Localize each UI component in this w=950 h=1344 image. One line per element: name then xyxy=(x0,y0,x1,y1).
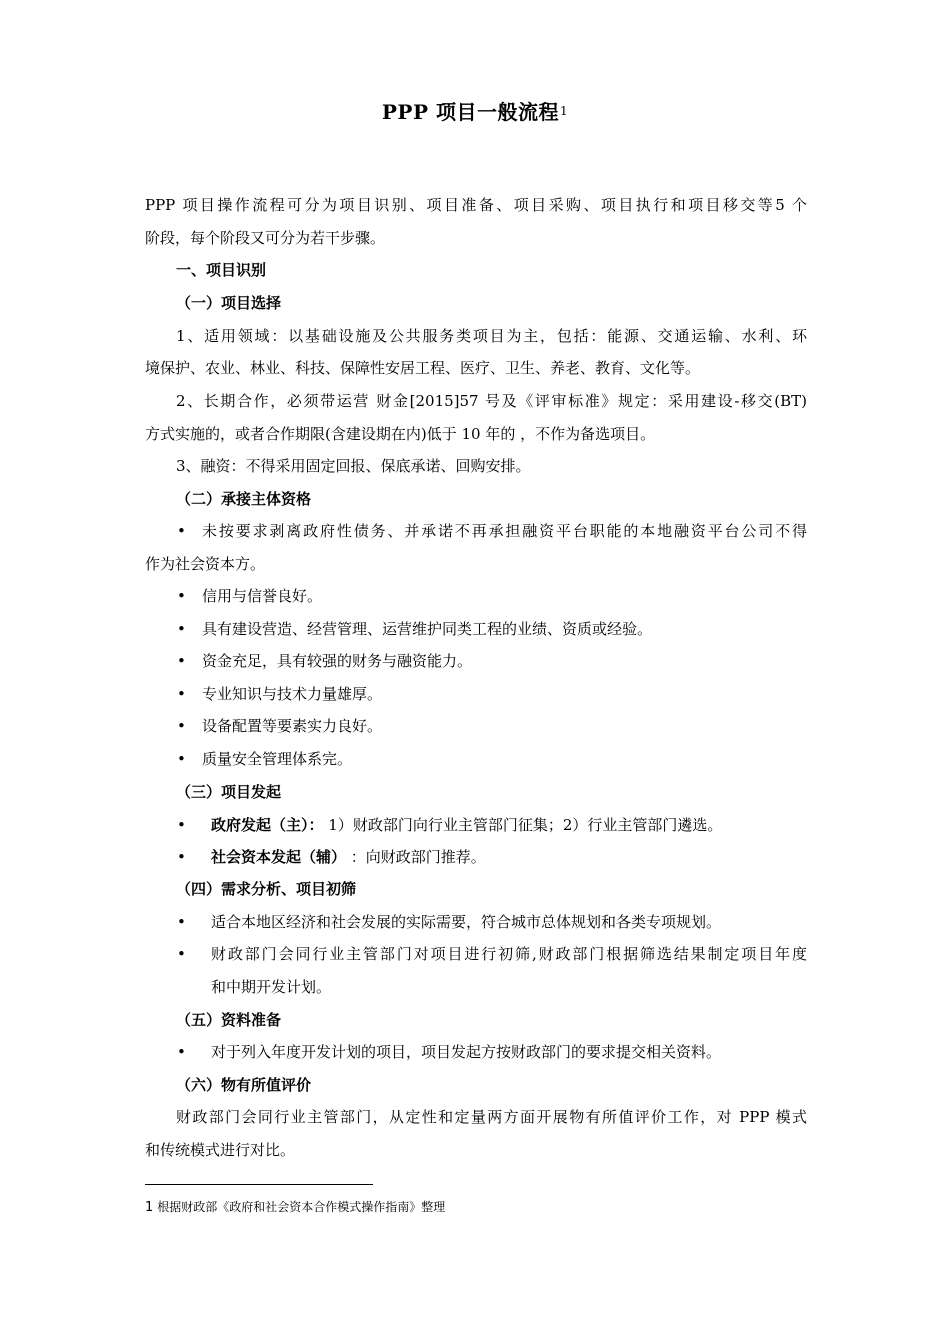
initiation-government-text: 1）财政部门向行业主管部门征集；2）行业主管部门遴选。 xyxy=(323,816,723,834)
bullet-icon: • xyxy=(177,913,186,931)
selection-item-1-line-2: 境保护、农业、林业、科技、保障性安居工程、医疗、卫生、养老、教育、文化等。 xyxy=(145,359,701,377)
qualification-item: 资金充足，具有较强的财务与融资能力。 xyxy=(202,652,473,670)
initiation-social-capital-text: ：向财政部门推荐。 xyxy=(346,848,486,866)
initiation-social-capital xyxy=(211,847,486,867)
subheading-qualifications: （二）承接主体资格 xyxy=(176,490,312,508)
subheading-materials: （五）资料准备 xyxy=(176,1011,282,1029)
title-text: PPP 项目一般流程 xyxy=(381,100,559,124)
bullet-icon: • xyxy=(177,945,186,963)
bullet-icon: • xyxy=(177,750,186,768)
selection-item-1-line-1: 1、适用领域：以基础设施及公共服务类项目为主，包括：能源、交通运输、水利、环 xyxy=(176,327,807,345)
selection-item-2-line-1: 2、长期合作，必须带运营 财金[2015]57 号及《评审标准》规定：采用建设-移交(BT) xyxy=(176,392,807,410)
value-for-money-line-2: 和传统模式进行对比。 xyxy=(145,1141,296,1159)
footnote-separator xyxy=(145,1184,373,1185)
bullet-icon: • xyxy=(177,652,186,670)
bullet-icon: • xyxy=(177,587,186,605)
bullet-icon: • xyxy=(177,717,186,735)
selection-item-3: 3、融资：不得采用固定回报、保底承诺、回购安排。 xyxy=(176,457,531,475)
qualification-first-line-1: 未按要求剥离政府性债务、并承诺不再承担融资平台职能的本地融资平台公司不得 xyxy=(202,522,807,540)
selection-item-2-line-2: 方式实施的，或者合作期限(含建设期在内)低于 10 年的 ，不作为备选项目。 xyxy=(145,425,656,443)
bullet-icon: • xyxy=(177,1043,186,1061)
value-for-money-line-1: 财政部门会同行业主管部门，从定性和定量两方面开展物有所值评价工作，对 PPP 模式 xyxy=(176,1108,807,1126)
footnote xyxy=(145,1199,445,1216)
footnote-mark: 1 xyxy=(145,1200,154,1215)
intro-line-2: 阶段，每个阶段又可分为若干步骤。 xyxy=(145,229,386,247)
footnote-text: 根据财政部《政府和社会资本合作模式操作指南》整理 xyxy=(157,1200,446,1214)
subheading-value-for-money: （六）物有所值评价 xyxy=(176,1076,312,1094)
bullet-icon: • xyxy=(177,620,186,638)
subheading-needs-analysis: （四）需求分析、项目初筛 xyxy=(176,880,357,898)
initiation-government-label: 政府发起（主）： xyxy=(211,816,324,834)
qualification-item: 设备配置等要素实力良好。 xyxy=(202,717,383,735)
qualification-item: 信用与信誉良好。 xyxy=(202,587,323,605)
page-title xyxy=(0,96,950,125)
initiation-government xyxy=(211,815,722,835)
title-footnote-ref: 1 xyxy=(559,104,569,118)
bullet-icon: • xyxy=(177,816,186,834)
initiation-social-capital-label: 社会资本发起（辅） xyxy=(211,848,347,866)
materials-item: 对于列入年度开发计划的项目，项目发起方按财政部门的要求提交相关资料。 xyxy=(211,1043,722,1061)
qualification-item: 质量安全管理体系完。 xyxy=(202,750,353,768)
needs-item-2-line-2: 和中期开发计划。 xyxy=(211,978,332,996)
needs-item-1: 适合本地区经济和社会发展的实际需要，符合城市总体规划和各类专项规划。 xyxy=(211,913,722,931)
qualification-item: 专业知识与技术力量雄厚。 xyxy=(202,685,383,703)
qualification-item: 具有建设营造、经营管理、运营维护同类工程的业绩、资质或经验。 xyxy=(202,620,653,638)
qualification-first-line-2: 作为社会资本方。 xyxy=(145,555,266,573)
bullet-icon: • xyxy=(177,522,186,540)
section-heading-identification: 一、项目识别 xyxy=(176,261,267,279)
bullet-icon: • xyxy=(177,685,186,703)
intro-line-1: PPP 项目操作流程可分为项目识别、项目准备、项目采购、项目执行和项目移交等5 个 xyxy=(145,196,807,214)
subheading-project-selection: （一）项目选择 xyxy=(176,294,282,312)
subheading-initiation: （三）项目发起 xyxy=(176,783,282,801)
needs-item-2-line-1: 财政部门会同行业主管部门对项目进行初筛,财政部门根据筛选结果制定项目年度 xyxy=(211,945,807,963)
bullet-icon: • xyxy=(177,848,186,866)
